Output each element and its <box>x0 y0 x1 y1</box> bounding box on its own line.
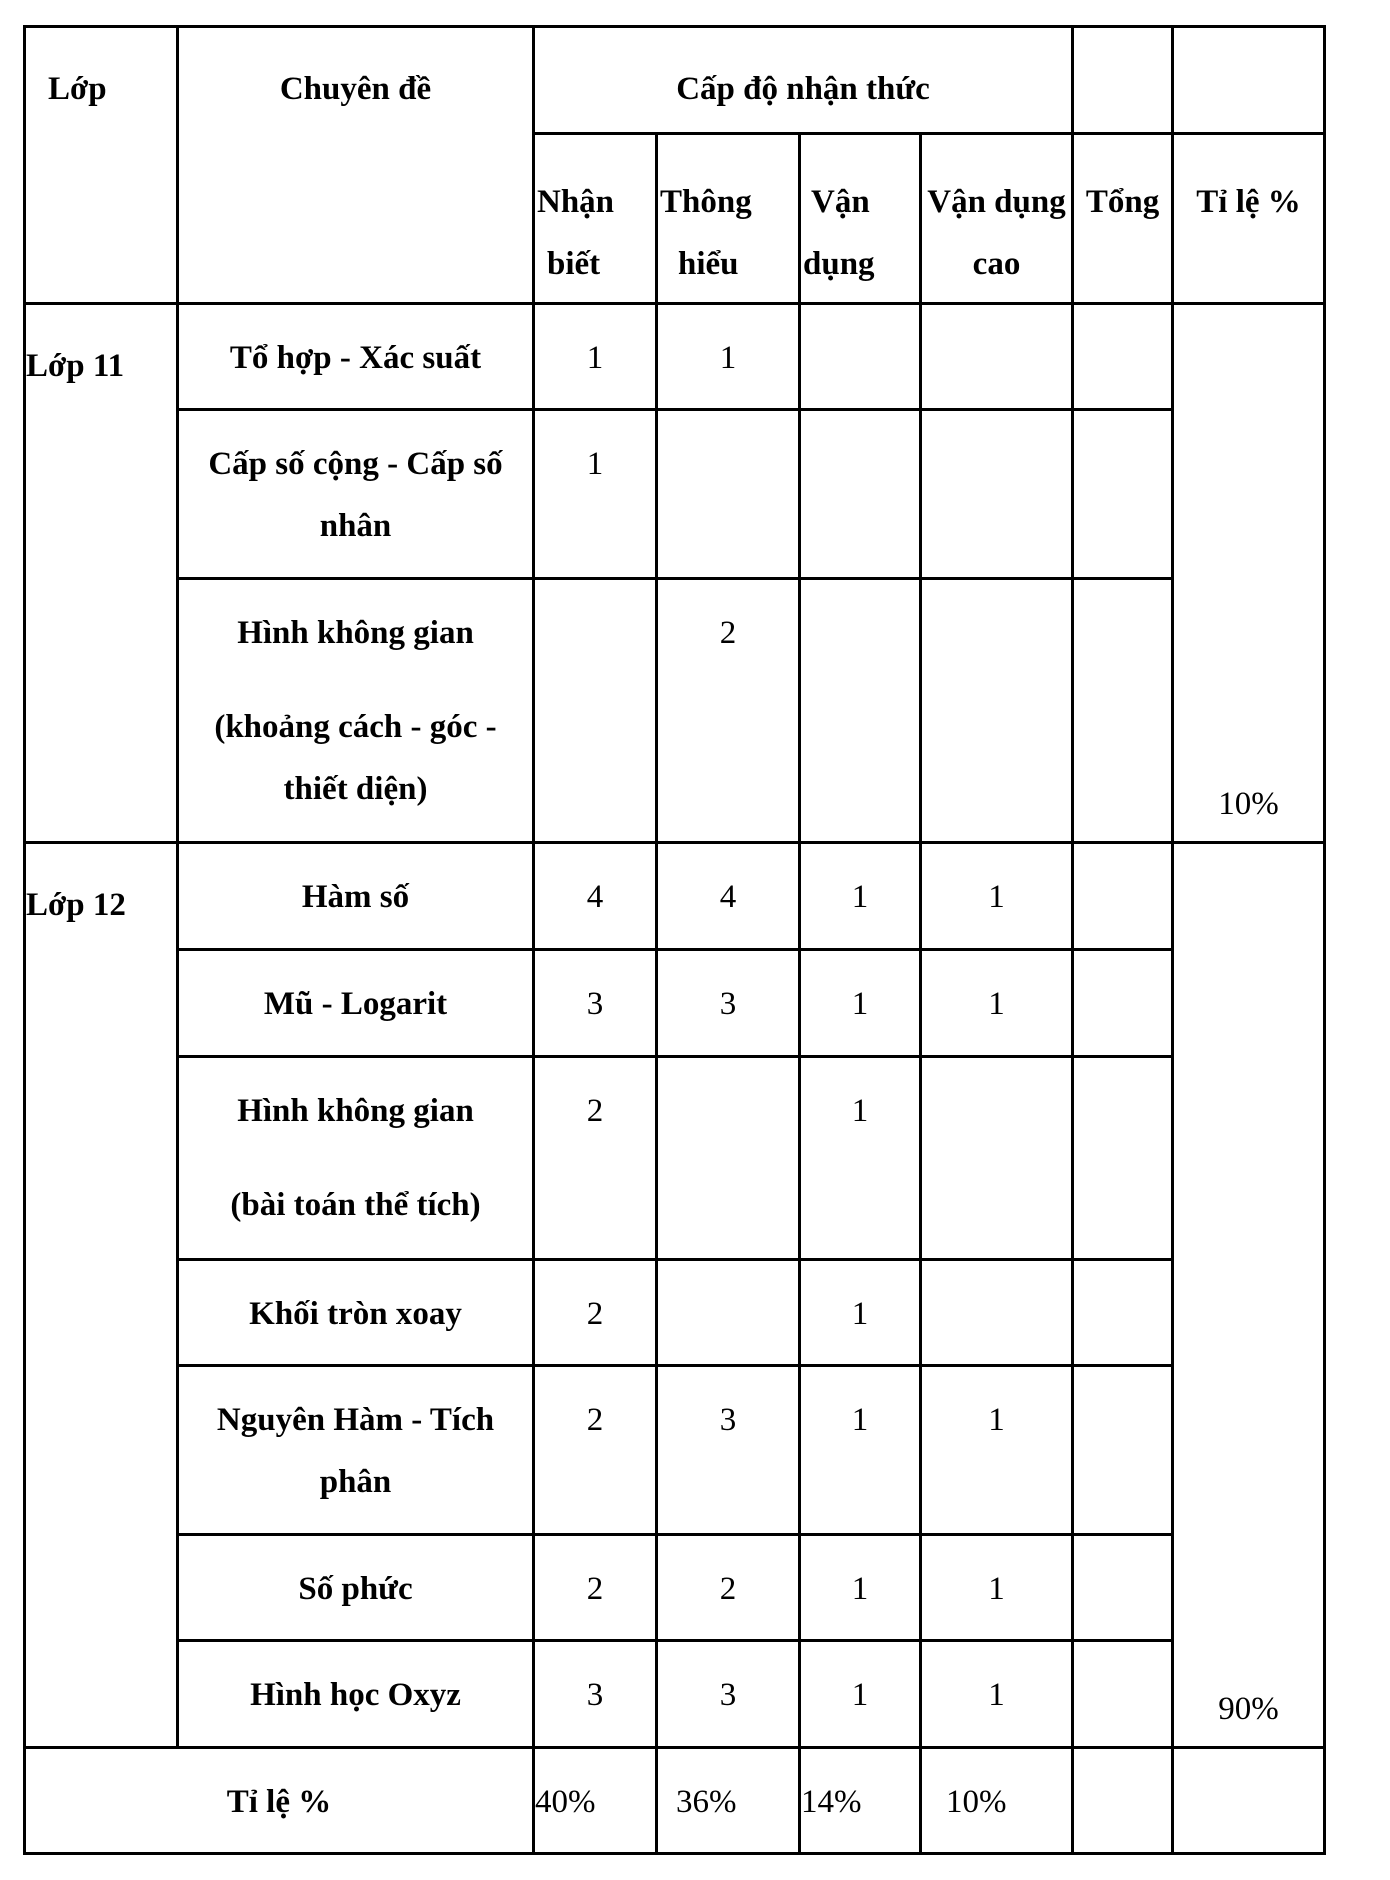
exam-matrix-table <box>23 25 1326 1855</box>
value-nhan-biet: 1 <box>534 410 657 579</box>
table-row <box>25 1365 1325 1534</box>
value-thong-hieu: 4 <box>657 843 800 950</box>
topic-cell <box>178 950 534 1057</box>
topic-cell <box>178 410 534 579</box>
topic-cell <box>178 1365 534 1534</box>
value-van-dung-cao: 1 <box>921 1534 1073 1640</box>
header-lop: Lớp <box>25 27 178 304</box>
value-thong-hieu: 3 <box>657 950 800 1057</box>
footer-ti-le-label: Tỉ lệ % <box>25 1747 534 1853</box>
value-van-dung-cao <box>921 1259 1073 1365</box>
topic-text: Tổ hợp - Xác suất <box>229 340 482 377</box>
footer-tong <box>1073 1747 1173 1853</box>
topic-cell <box>178 1640 534 1747</box>
footer-thong-hieu: 36% <box>657 1747 800 1853</box>
table-row <box>25 1057 1325 1259</box>
table-row <box>25 579 1325 843</box>
value-van-dung: 1 <box>800 1259 921 1365</box>
value-thong-hieu: 1 <box>657 304 800 410</box>
footer-van-dung-cao: 10% <box>921 1747 1073 1853</box>
value-van-dung-cao <box>921 410 1073 579</box>
footer-van-dung: 14% <box>800 1747 921 1853</box>
topic-text: Hình không gian <box>237 615 474 652</box>
header-van-dung-line1: Vận <box>811 184 870 221</box>
topic-text: Khối tròn xoay <box>249 1295 462 1332</box>
footer-nhan-biet: 40% <box>534 1747 657 1853</box>
header-van-dung-cao <box>921 134 1073 304</box>
value-van-dung: 1 <box>800 1365 921 1534</box>
header-tong: Tổng <box>1073 134 1173 304</box>
table-row <box>25 1259 1325 1365</box>
value-nhan-biet: 3 <box>534 1640 657 1747</box>
header-chuyen-de: Chuyên đề <box>178 27 534 304</box>
value-van-dung: 1 <box>800 1534 921 1640</box>
value-thong-hieu: 2 <box>657 579 800 843</box>
header-cap-do-nhan-thuc: Cấp độ nhận thức <box>534 27 1073 134</box>
topic-text: Số phức <box>298 1570 413 1607</box>
header-row-1 <box>25 27 1325 134</box>
value-van-dung <box>800 410 921 579</box>
table-row <box>25 950 1325 1057</box>
footer-row <box>25 1747 1325 1853</box>
value-tong <box>1073 1534 1173 1640</box>
value-thong-hieu: 3 <box>657 1640 800 1747</box>
header-ti-le: Tỉ lệ % <box>1173 134 1325 304</box>
value-van-dung-cao: 1 <box>921 1365 1073 1534</box>
value-van-dung <box>800 579 921 843</box>
group-label-lop-12: Lớp 12 <box>25 843 178 1747</box>
table-row <box>25 1640 1325 1747</box>
header-thong-hieu <box>657 134 800 304</box>
topic-text: (khoảng cách - góc - <box>214 709 497 746</box>
value-nhan-biet: 2 <box>534 1534 657 1640</box>
value-nhan-biet: 2 <box>534 1259 657 1365</box>
value-nhan-biet <box>534 579 657 843</box>
value-thong-hieu <box>657 1057 800 1259</box>
header-van-dung-line2: dụng <box>803 246 875 283</box>
value-tong <box>1073 1259 1173 1365</box>
table-row <box>25 410 1325 579</box>
header-van-dung <box>800 134 921 304</box>
value-thong-hieu: 3 <box>657 1365 800 1534</box>
header-thong-hieu-line1: Thông <box>660 184 752 221</box>
value-van-dung: 1 <box>800 1640 921 1747</box>
value-tong <box>1073 304 1173 410</box>
topic-text: Hình học Oxyz <box>250 1676 461 1713</box>
percent-lop-12: 90% <box>1173 843 1325 1747</box>
value-van-dung-cao: 1 <box>921 950 1073 1057</box>
topic-cell <box>178 1259 534 1365</box>
value-tong <box>1073 1365 1173 1534</box>
topic-text: phân <box>319 1463 392 1500</box>
value-nhan-biet: 1 <box>534 304 657 410</box>
header-empty-cell <box>1173 27 1325 134</box>
value-tong <box>1073 950 1173 1057</box>
value-nhan-biet: 3 <box>534 950 657 1057</box>
percent-lop-11: 10% <box>1173 304 1325 843</box>
value-van-dung: 1 <box>800 1057 921 1259</box>
topic-cell <box>178 1057 534 1259</box>
value-van-dung-cao: 1 <box>921 1640 1073 1747</box>
topic-cell <box>178 304 534 410</box>
value-nhan-biet: 2 <box>534 1057 657 1259</box>
value-tong <box>1073 1640 1173 1747</box>
table-row <box>25 304 1325 410</box>
table-row <box>25 1534 1325 1640</box>
header-empty-cell <box>1073 27 1173 134</box>
topic-text: nhân <box>319 508 392 545</box>
header-nhan-biet-line1: Nhận <box>537 184 615 221</box>
value-nhan-biet: 2 <box>534 1365 657 1534</box>
topic-cell <box>178 1534 534 1640</box>
topic-text: thiết diện) <box>283 771 428 808</box>
topic-text: (bài toán thể tích) <box>230 1187 481 1224</box>
value-tong <box>1073 843 1173 950</box>
value-thong-hieu: 2 <box>657 1534 800 1640</box>
topic-cell <box>178 579 534 843</box>
header-thong-hieu-line2: hiểu <box>678 246 739 283</box>
value-tong <box>1073 579 1173 843</box>
value-thong-hieu <box>657 1259 800 1365</box>
value-nhan-biet: 4 <box>534 843 657 950</box>
topic-text: Mũ - Logarit <box>263 986 448 1023</box>
value-van-dung <box>800 304 921 410</box>
value-thong-hieu <box>657 410 800 579</box>
value-van-dung-cao: 1 <box>921 843 1073 950</box>
table-row <box>25 843 1325 950</box>
value-van-dung: 1 <box>800 950 921 1057</box>
footer-ti-le <box>1173 1747 1325 1853</box>
topic-text: Cấp số cộng - Cấp số <box>208 446 503 483</box>
value-van-dung-cao <box>921 579 1073 843</box>
header-nhan-biet <box>534 134 657 304</box>
header-van-dung-cao-line2: cao <box>972 246 1021 283</box>
value-van-dung-cao <box>921 304 1073 410</box>
header-van-dung-cao-line1: Vận dụng <box>927 184 1066 221</box>
header-nhan-biet-line2: biết <box>547 246 601 283</box>
value-van-dung: 1 <box>800 843 921 950</box>
group-label-lop-11: Lớp 11 <box>25 304 178 843</box>
value-van-dung-cao <box>921 1057 1073 1259</box>
topic-cell <box>178 843 534 950</box>
value-tong <box>1073 1057 1173 1259</box>
topic-text: Hình không gian <box>237 1093 474 1130</box>
topic-text: Nguyên Hàm - Tích <box>216 1401 495 1438</box>
topic-text: Hàm số <box>301 879 410 916</box>
value-tong <box>1073 410 1173 579</box>
